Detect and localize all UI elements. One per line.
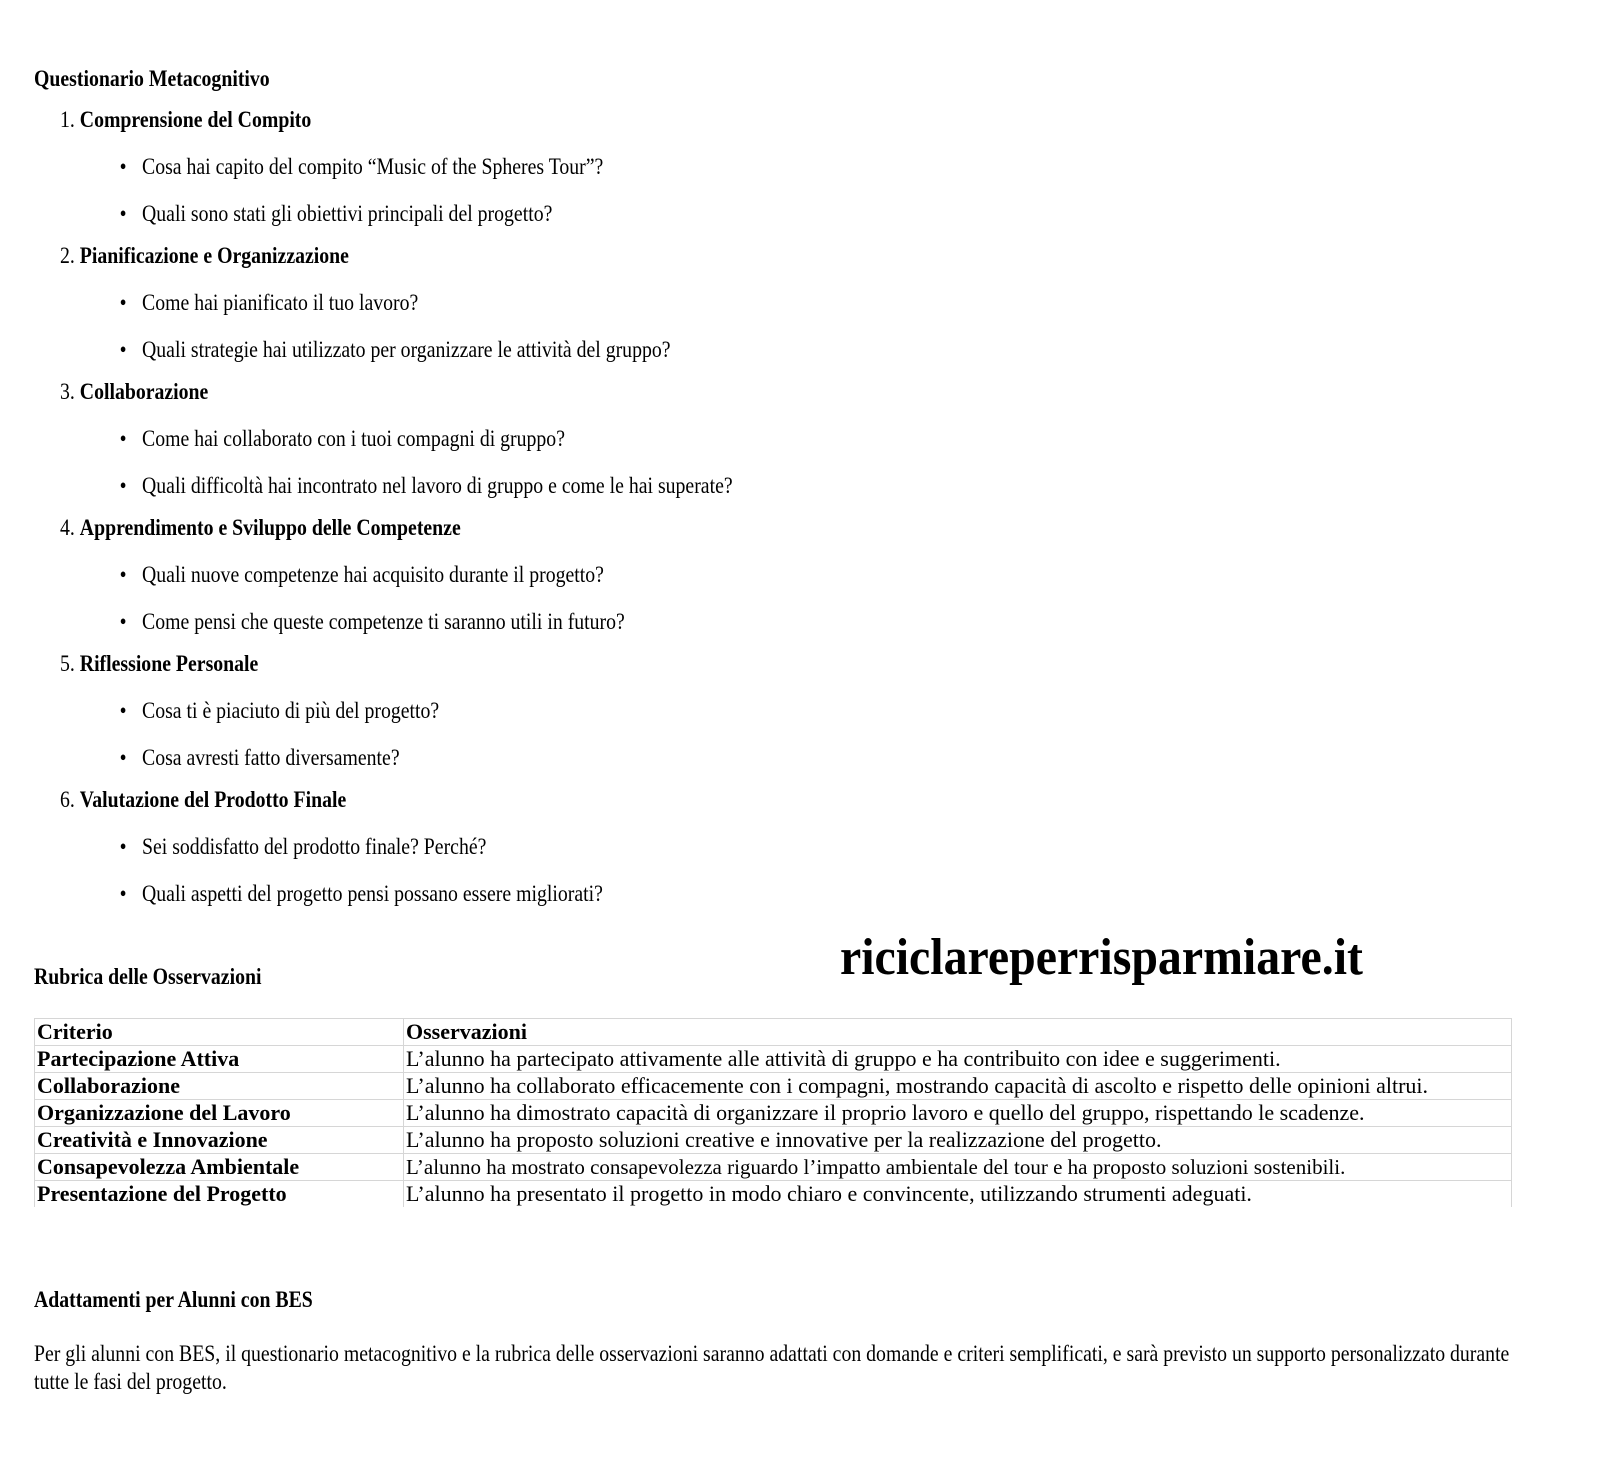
question-item [142,290,418,316]
question-text: • Sei soddisfatto del prodotto finale? Perché? [142,834,486,859]
observation-cell: L’alunno ha mostrato consapevolezza riguardo l’impatto ambientale del tour e ha proposto soluzioni sostenibili. [404,1154,1512,1181]
column-header-criterio: Criterio [35,1019,404,1046]
rubric-table [34,1018,1512,1207]
section-heading [60,515,461,541]
table-row [35,1154,1512,1181]
question-text: • Cosa ti è piaciuto di più del progetto? [142,698,439,723]
question-item [142,609,625,635]
rubric-title: Rubrica delle Osservazioni [34,964,262,989]
section-number: 2. [60,243,75,268]
question-text: • Quali aspetti del progetto pensi possano essere migliorati? [142,881,603,906]
question-item [142,337,671,363]
section-number: 3. [60,379,75,404]
question-item [142,562,604,588]
question-item [142,426,565,452]
question-text: • Quali difficoltà hai incontrato nel lavoro di gruppo e come le hai superate? [142,473,733,498]
criterion-cell: Presentazione del Progetto [35,1181,404,1208]
section-number: 5. [60,651,75,676]
observation-cell: L’alunno ha partecipato attivamente alle attività di gruppo e ha contribuito con idee e suggerimenti. [404,1046,1512,1073]
question-text: • Come pensi che queste competenze ti saranno utili in futuro? [142,609,625,634]
section-heading [60,379,208,405]
criterion-cell: Partecipazione Attiva [35,1046,404,1073]
question-text: • Come hai pianificato il tuo lavoro? [142,290,418,315]
observation-cell: L’alunno ha presentato il progetto in modo chiaro e convincente, utilizzando strumenti adeguati. [404,1181,1512,1208]
column-header-osservazioni: Osservazioni [404,1019,1512,1046]
section-title: Pianificazione e Organizzazione [79,243,349,268]
section-title: Comprensione del Compito [79,107,312,132]
observation-cell: L’alunno ha collaborato efficacemente con i compagni, mostrando capacità di ascolto e rispetto delle opinioni altrui. [404,1073,1512,1100]
section-title: Valutazione del Prodotto Finale [79,787,347,812]
table-row [35,1127,1512,1154]
question-text: • Quali sono stati gli obiettivi principali del progetto? [142,201,552,226]
table-row [35,1073,1512,1100]
question-item [142,154,603,180]
table-row [35,1100,1512,1127]
section-title: Collaborazione [79,379,209,404]
section-number: 1. [60,107,75,132]
criterion-cell: Creatività e Innovazione [35,1127,404,1154]
question-text: • Quali strategie hai utilizzato per organizzare le attività del gruppo? [142,337,671,362]
question-text: • Cosa hai capito del compito “Music of the Spheres Tour”? [142,154,603,179]
question-item [142,201,552,227]
section-title: Riflessione Personale [79,651,259,676]
question-item [142,745,400,771]
table-row [35,1046,1512,1073]
question-item [142,834,486,860]
question-item [142,698,439,724]
bes-title: Adattamenti per Alunni con BES [34,1287,313,1312]
section-heading [60,243,349,269]
section-title: Apprendimento e Sviluppo delle Competenze [79,515,461,540]
bes-paragraph: Per gli alunni con BES, il questionario metacognitivo e la rubrica delle osservazioni saranno adattati con domande e criteri semplificati, e sarà previsto un supporto personalizzato durante tutte le fasi del progetto. [34,1341,1510,1394]
criterion-cell: Collaborazione [35,1073,404,1100]
watermark: riciclareperrisparmiare.it [840,929,1363,986]
questionnaire-title: Questionario Metacognitivo [34,66,270,91]
table-row [35,1181,1512,1208]
criterion-cell: Consapevolezza Ambientale [35,1154,404,1181]
question-item [142,881,603,907]
question-text: • Quali nuove competenze hai acquisito durante il progetto? [142,562,604,587]
section-heading [60,107,311,133]
question-text: • Cosa avresti fatto diversamente? [142,745,400,770]
question-text: • Come hai collaborato con i tuoi compagni di gruppo? [142,426,565,451]
section-number: 6. [60,787,75,812]
section-heading [60,651,258,677]
observation-cell: L’alunno ha proposto soluzioni creative e innovative per la realizzazione del progetto. [404,1127,1512,1154]
section-number: 4. [60,515,75,540]
table-header-row [35,1019,1512,1046]
section-heading [60,787,346,813]
question-item [142,473,733,499]
observation-cell: L’alunno ha dimostrato capacità di organizzare il proprio lavoro e quello del gruppo, rispettando le scadenze. [404,1100,1512,1127]
criterion-cell: Organizzazione del Lavoro [35,1100,404,1127]
